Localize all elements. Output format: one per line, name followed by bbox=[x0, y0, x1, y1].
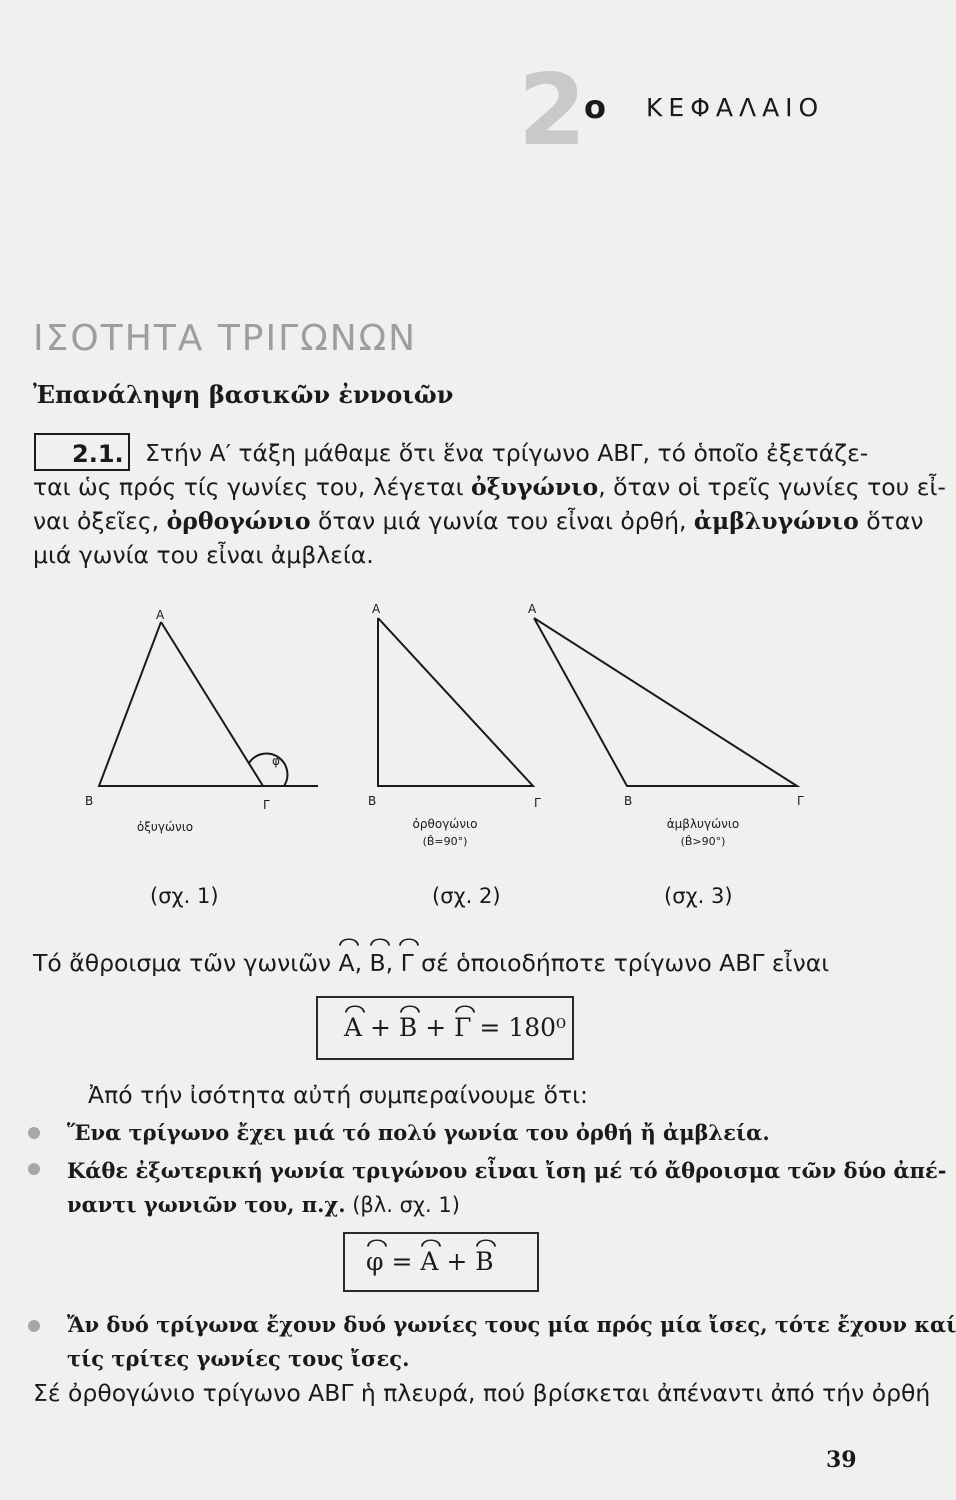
angle-b: Β bbox=[398, 1013, 418, 1042]
figure-label-2: (σχ. 2) bbox=[432, 884, 501, 908]
paragraph-line-2 bbox=[33, 470, 946, 504]
text: ναι ὀξεῖες, bbox=[33, 507, 167, 535]
vertex-label-g1: Γ bbox=[263, 798, 270, 812]
chapter-word: ΚΕΦΑΛΑΙΟ bbox=[646, 93, 825, 122]
angle-b: Β bbox=[370, 946, 386, 980]
bullet-icon bbox=[28, 1127, 40, 1139]
vertex-label-a1: Α bbox=[156, 608, 165, 622]
vertex-label-b3: Β bbox=[624, 794, 633, 808]
angle-b: Β bbox=[475, 1247, 494, 1276]
text: , ὅταν οἱ τρεῖς γωνίες του εἶ- bbox=[598, 473, 946, 501]
figure-caption-1: ὀξυγώνιο bbox=[136, 820, 194, 834]
value-180: 180⁰ bbox=[508, 1013, 567, 1042]
subsection-title: Ἐπανάληψη βασικῶν ἐννοιῶν bbox=[33, 380, 454, 409]
bullet-2-line-2 bbox=[67, 1188, 460, 1222]
angle-a: Α bbox=[420, 1247, 439, 1276]
section-title: ΙΣΟΤΗΤΑ ΤΡΙΓΩΝΩΝ bbox=[33, 318, 418, 359]
angle-a: Α bbox=[344, 1013, 363, 1042]
bullet-2-line-1: Κάθε ἐξωτερική γωνία τριγώνου εἶναι ἴση μέ τό ἄθροισμα τῶν δύο ἀπέ- bbox=[67, 1158, 947, 1183]
bullet-3-line-1: Ἄν δυό τρίγωνα ἔχουν δυό γωνίες τους μία πρός μία ἴσες, τότε ἔχουν καί bbox=[67, 1312, 956, 1337]
figure-label-1: (σχ. 1) bbox=[150, 884, 219, 908]
text: ὅταν bbox=[858, 507, 924, 535]
exterior-angle-arc bbox=[249, 754, 287, 786]
triangle-obtuse bbox=[534, 618, 797, 786]
paragraph-line-3 bbox=[33, 504, 923, 538]
paragraph-line-4: μιά γωνία του εἶναι ἀμβλεία. bbox=[33, 541, 374, 569]
chapter-number: 2 bbox=[518, 54, 587, 168]
term-acute: ὀξυγώνιο bbox=[471, 473, 599, 501]
figure-caption-2: ὀρθογώνιο bbox=[412, 817, 478, 831]
figure-caption-3: ἀμβλυγώνιο bbox=[666, 817, 740, 831]
term-obtuse: ἀμβλυγώνιο bbox=[693, 507, 859, 535]
vertex-label-b2: Β bbox=[368, 794, 377, 808]
figure-label-3: (σχ. 3) bbox=[664, 884, 733, 908]
triangle-right bbox=[378, 618, 533, 786]
figure-condition-2: (B̂=90°) bbox=[422, 835, 468, 848]
angle-a: Α bbox=[339, 946, 355, 980]
bullet-icon bbox=[28, 1320, 40, 1332]
angle-g: Γ bbox=[401, 946, 414, 980]
vertex-label-b1: Β bbox=[85, 794, 94, 808]
bullet-1: Ἕνα τρίγωνο ἔχει μιά τό πολύ γωνία του ὀρθή ἤ ἀμβλεία. bbox=[67, 1120, 770, 1145]
bullet-3-line-2: τίς τρίτες γωνίες τους ἴσες. bbox=[67, 1346, 410, 1371]
vertex-label-a3: Α bbox=[528, 602, 537, 616]
figure-reference: (βλ. σχ. 1) bbox=[345, 1193, 460, 1217]
triangle-figures bbox=[0, 590, 898, 820]
text: ται ὡς πρός τίς γωνίες του, λέγεται bbox=[33, 473, 472, 501]
vertex-label-g2: Γ bbox=[534, 796, 541, 810]
figure-condition-3: (B̂>90°) bbox=[680, 835, 726, 848]
vertex-label-g3: Γ bbox=[797, 794, 804, 808]
term-right: ὀρθογώνιο bbox=[166, 507, 311, 535]
last-line: Σέ ὀρθογώνιο τρίγωνο ΑΒΓ ἡ πλευρά, πού βρίσκεται ἀπέναντι ἀπό τήν ὀρθή bbox=[33, 1379, 931, 1407]
chapter-number-superscript: ο bbox=[584, 88, 606, 126]
page-number: 39 bbox=[826, 1447, 857, 1473]
paragraph-number: 2.1. bbox=[72, 440, 124, 468]
text: σέ ὁποιοδήποτε τρίγωνο ΑΒΓ εἶναι bbox=[413, 949, 830, 977]
angle-phi: φ bbox=[366, 1247, 384, 1276]
vertex-label-a2: Α bbox=[372, 602, 381, 616]
formula-angle-sum: Α + Β + Γ = 180⁰ bbox=[344, 1013, 567, 1042]
text: Τό ἄθροισμα τῶν γωνιῶν bbox=[33, 949, 339, 977]
angle-label-phi: φ bbox=[272, 754, 280, 768]
paragraph-line-1: Στήν Α′ τάξη μάθαμε ὅτι ἕνα τρίγωνο ΑΒΓ, τό ὁποῖο ἐξετάζε- bbox=[145, 439, 869, 467]
sum-sentence: Τό ἄθροισμα τῶν γωνιῶν Α, Β, Γ σέ ὁποιοδήποτε τρίγωνο ΑΒΓ εἶναι bbox=[33, 946, 829, 980]
bullet-icon bbox=[28, 1163, 40, 1175]
text: ὅταν μιά γωνία του εἶναι ὀρθή, bbox=[310, 507, 694, 535]
text: ναντι γωνιῶν του, π.χ. bbox=[67, 1192, 346, 1217]
conclusion-intro: Ἀπό τήν ἰσότητα αὐτή συμπεραίνουμε ὅτι: bbox=[88, 1081, 588, 1109]
formula-exterior-angle: φ = Α + Β bbox=[366, 1247, 494, 1276]
angle-g: Γ bbox=[454, 1013, 472, 1042]
triangle-acute bbox=[99, 622, 263, 786]
